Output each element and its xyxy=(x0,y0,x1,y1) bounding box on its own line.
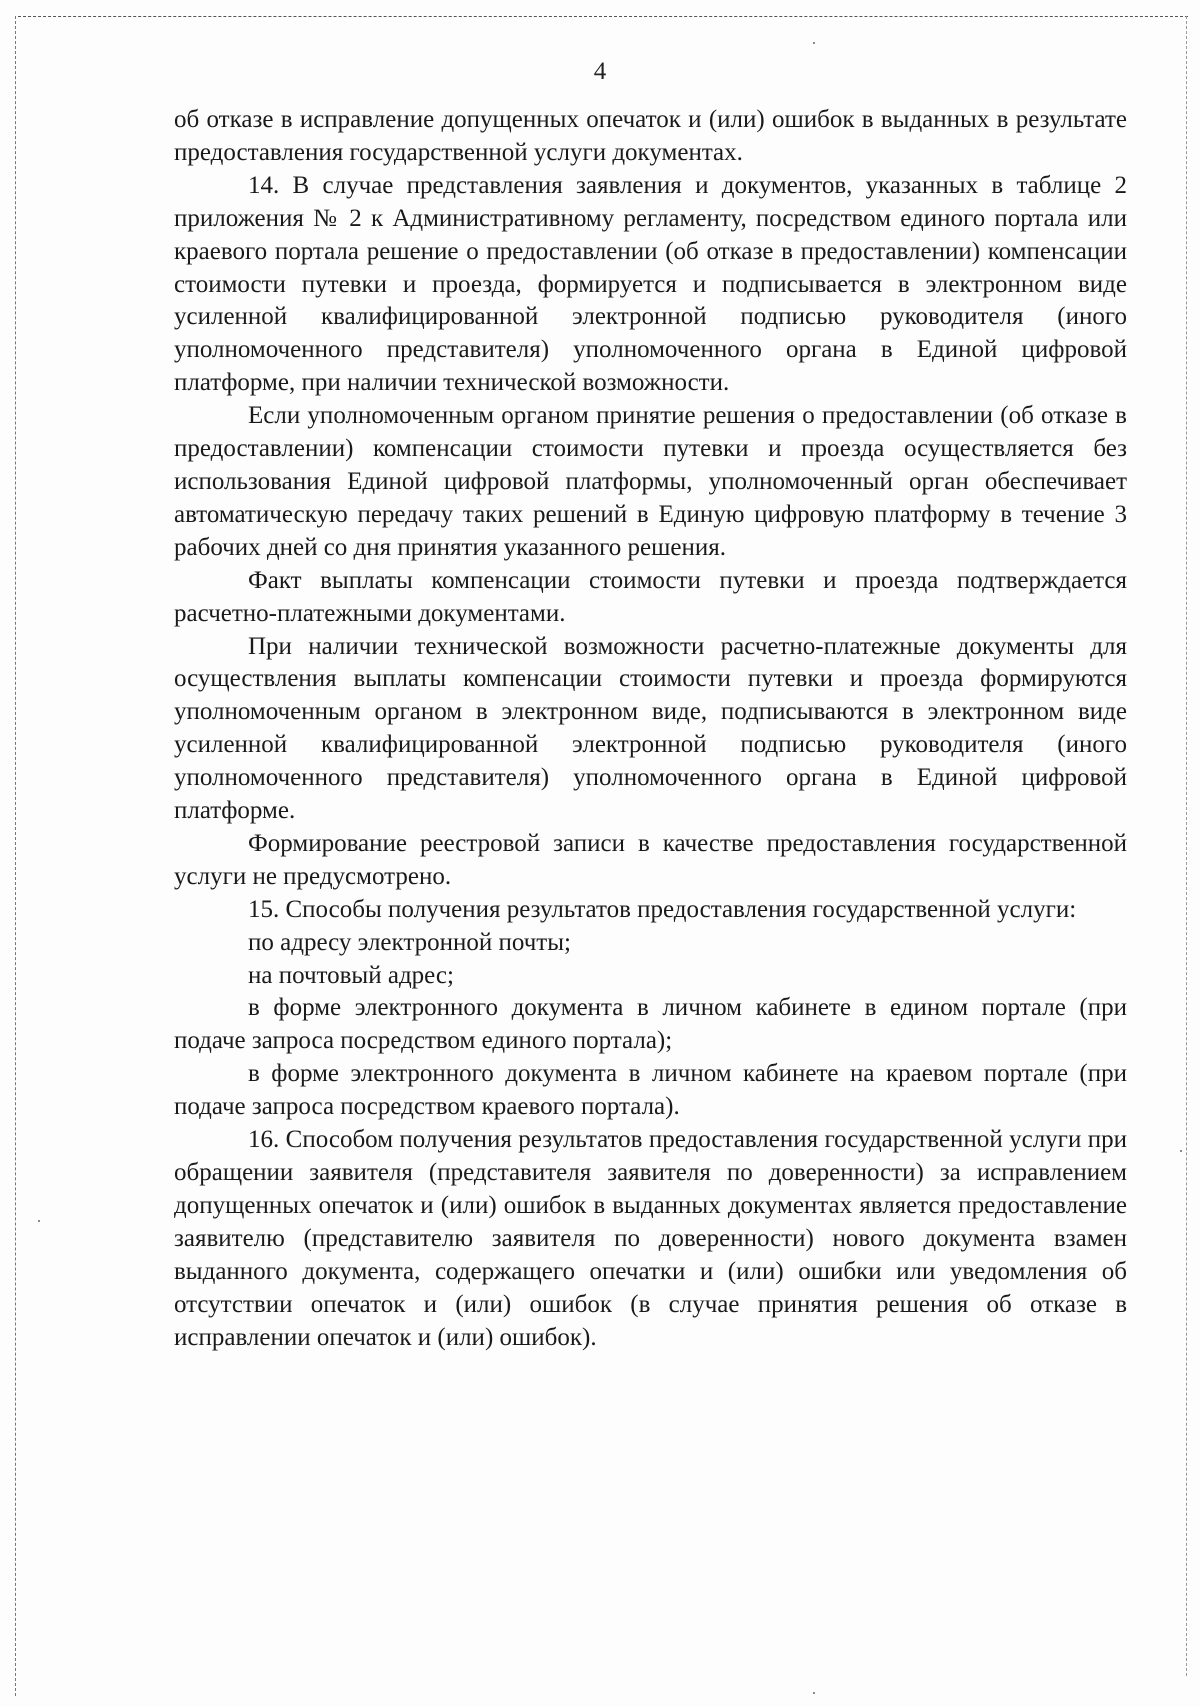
document-body xyxy=(174,104,1127,1354)
scan-speck xyxy=(813,1692,815,1694)
scan-border-right xyxy=(1186,16,1187,1676)
paragraph: 14. В случае представления заявления и документов, указанных в таблице 2 приложения № 2 к Административному регламенту, посредством единого портала или краевого портала решение о предоставлении (об отказе в предоставлении) компенсации стоимости путевки и проезда, формируется и подписывается в электронном виде усиленной квалифицированной электронной подписью руководителя (иного уполномоченного представителя) уполномоченного органа в Единой цифровой платформе, при наличии технической возможности. xyxy=(174,171,1127,397)
paragraph: 16. Способом получения результатов предоставления государственной услуги при обращении заявителя (представителя заявителя по доверенности) за исправлением допущенных опечаток и (или) ошибок в выданных документах является предоставление заявителю (представителю заявителя по доверенности) нового документа взамен выданного документа, содержащего опечатки и (или) ошибки или уведомления об отсутствии опечаток и (или) ошибок (в случае принятия решения об отказе в исправлении опечаток и (или) ошибок). xyxy=(174,1126,1127,1351)
paragraph: Факт выплаты компенсации стоимости путевки и проезда подтверждается расчетно-платежными документами. xyxy=(174,566,1127,627)
paragraph: по адресу электронной почты; xyxy=(248,928,571,956)
scan-border-top xyxy=(18,16,1188,17)
paragraph: При наличии технической возможности расчетно-платежные документы для осуществления выплаты компенсации стоимости путевки и проезда формируются уполномоченным органом в электронном виде, подписываются в электронном виде усиленной квалифицированной электронной подписью руководителя (иного уполномоченного представителя) уполномоченного органа в Единой цифровой платформе. xyxy=(174,632,1127,825)
scan-speck xyxy=(1180,1150,1182,1152)
scan-speck xyxy=(38,1220,40,1222)
paragraph: Формирование реестровой записи в качестве предоставления государственной услуги не предусмотрено. xyxy=(174,829,1127,890)
scan-border-left xyxy=(15,16,16,1696)
paragraph: об отказе в исправление допущенных опечаток и (или) ошибок в выданных в результате предоставления государственной услуги документах. xyxy=(174,106,1127,166)
paragraph: в форме электронного документа в личном кабинете в едином портале (при подаче запроса посредством единого портала); xyxy=(174,994,1127,1055)
paragraph: в форме электронного документа в личном кабинете на краевом портале (при подаче запроса посредством краевого портала). xyxy=(174,1060,1127,1121)
page-number: 4 xyxy=(593,58,607,85)
paragraph: Если уполномоченным органом принятие решения о предоставлении (об отказе в предоставлении) компенсации стоимости путевки и проезда осуществляется без использования Единой цифровой платформы, уполномоченный орган обеспечивает автоматическую передачу таких решений в Единую цифровую платформу в течение 3 рабочих дней со дня принятия указанного решения. xyxy=(174,402,1127,561)
scan-speck xyxy=(813,42,815,44)
paragraph: 15. Способы получения результатов предоставления государственной услуги: xyxy=(248,895,1077,923)
paragraph: на почтовый адрес; xyxy=(248,961,454,989)
